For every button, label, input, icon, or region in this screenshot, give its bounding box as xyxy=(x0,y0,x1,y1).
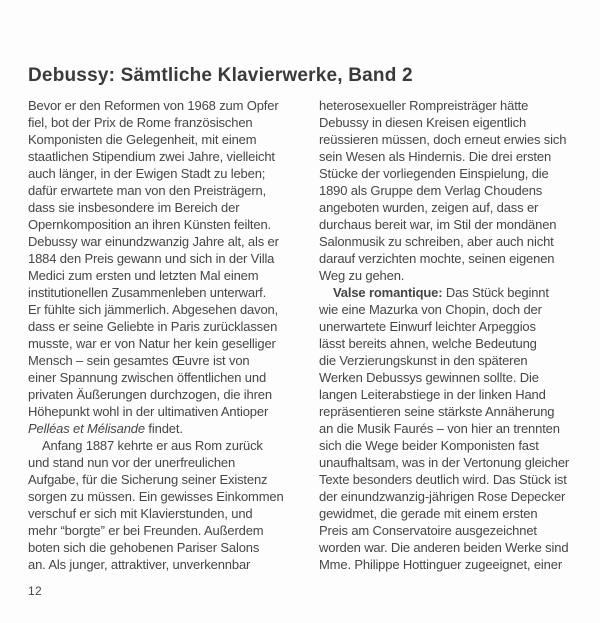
text-line xyxy=(28,369,293,386)
text-line xyxy=(28,454,293,471)
text-segment: dafür erwartete man von den Preisträgern, xyxy=(28,183,267,198)
text-segment: Valse romantique: xyxy=(333,285,443,300)
text-segment: Werken Debussys gewinnen sollte. Die xyxy=(319,370,539,385)
text-segment: heterosexueller Rompreisträger hätte xyxy=(319,98,529,113)
text-segment: Salonmusik zu schreiben, aber auch nicht xyxy=(319,234,554,249)
text-line xyxy=(319,437,584,454)
text-segment: langen Leiterabstiege in der linken Hand xyxy=(319,387,546,402)
text-line xyxy=(28,267,293,284)
text-segment: wie eine Mazurka von Chopin, doch der xyxy=(319,302,542,317)
text-segment: an. Als junger, attraktiver, unverkennbar xyxy=(28,557,251,572)
text-line xyxy=(28,352,293,369)
text-segment: Bevor er den Reformen von 1968 zum Opfer xyxy=(28,98,279,113)
text-line xyxy=(28,386,293,403)
text-line xyxy=(28,318,293,335)
text-segment: repräsentieren seine stärkste Annäherung xyxy=(319,404,555,419)
text-segment: dass sie insbesondere im Bereich der xyxy=(28,200,240,215)
text-line xyxy=(319,369,584,386)
text-segment: an die Musik Faurés – von hier an trennten xyxy=(319,421,560,436)
text-line xyxy=(319,318,584,335)
text-segment: durchaus bereit war, im Stil der mondänen xyxy=(319,217,557,232)
text-segment: Mensch – sein gesamtes Œuvre ist von xyxy=(28,353,250,368)
text-segment: Preis am Conservatoire ausgezeichnet xyxy=(319,523,537,538)
text-line xyxy=(319,148,584,165)
text-segment: Medici zum ersten und letzten Mal einem xyxy=(28,268,259,283)
text-line xyxy=(319,454,584,471)
text-segment: Pelléas et Mélisande xyxy=(28,421,145,436)
text-segment: unerwartete Einwurf leichter Arpeggios xyxy=(319,319,536,334)
text-segment: gewidmet, die gerade mit einem ersten xyxy=(319,506,538,521)
text-line xyxy=(28,420,293,437)
column-left xyxy=(28,97,293,573)
text-line xyxy=(28,97,293,114)
text-line xyxy=(28,539,293,556)
column-right xyxy=(319,97,584,573)
text-segment: Höhepunkt wohl in der ultimativen Antioper xyxy=(28,404,269,419)
text-segment: 1890 als Gruppe dem Verlag Choudens xyxy=(319,183,543,198)
text-segment: boten sich die gehobenen Pariser Salons xyxy=(28,540,260,555)
text-line xyxy=(319,97,584,114)
text-line xyxy=(28,437,293,454)
text-segment: Aufgabe, für die Sicherung seiner Existenz xyxy=(28,472,268,487)
text-line xyxy=(28,403,293,420)
text-line xyxy=(319,199,584,216)
text-segment: Debussy in diesen Kreisen eigentlich xyxy=(319,115,527,130)
text-segment: fiel, bot der Prix de Rome französischen xyxy=(28,115,253,130)
text-line xyxy=(28,216,293,233)
text-segment: musste, war er von Natur her kein geselliger xyxy=(28,336,276,351)
text-line xyxy=(28,522,293,539)
text-segment: Mme. Philippe Hottinguer zugeeignet, einer xyxy=(319,557,563,572)
text-line xyxy=(319,352,584,369)
text-line xyxy=(319,335,584,352)
text-line xyxy=(319,267,584,284)
text-segment: privaten Äußerungen durchzogen, die ihren xyxy=(28,387,272,402)
text-line xyxy=(28,165,293,182)
text-line xyxy=(319,488,584,505)
text-segment: Weg zu gehen. xyxy=(319,268,405,283)
text-segment: der einundzwanzig-jährigen Rose Depecker xyxy=(319,489,566,504)
page-title: Debussy: Sämtliche Klavierwerke, Band 2 xyxy=(28,64,413,86)
text-segment: angeboten wurden, zeigen auf, dass er xyxy=(319,200,539,215)
text-segment: darauf verzichten mochte, seinen eigenen xyxy=(319,251,555,266)
text-segment: verschuf er sich mit Klavierstunden, und xyxy=(28,506,253,521)
text-line xyxy=(319,505,584,522)
text-line xyxy=(28,505,293,522)
text-line xyxy=(28,182,293,199)
text-line xyxy=(319,471,584,488)
text-columns xyxy=(28,97,584,573)
text-segment: Komponisten die Gelegenheit, mit einem xyxy=(28,132,257,147)
text-segment: lässt bereits ahnen, welche Bedeutung xyxy=(319,336,537,351)
text-line xyxy=(319,165,584,182)
text-segment: die Verzierungskunst in den späteren xyxy=(319,353,528,368)
text-line xyxy=(28,250,293,267)
text-line xyxy=(28,335,293,352)
text-segment: unaufhaltsam, was in der Vertonung gleicher xyxy=(319,455,570,470)
text-segment: Texte besonders deutlich wird. Das Stück ist xyxy=(319,472,567,487)
text-segment: und stand nun vor der unerfreulichen xyxy=(28,455,236,470)
text-line xyxy=(319,233,584,250)
text-segment: mehr “borgte” er bei Freunden. Außerdem xyxy=(28,523,264,538)
text-segment: Debussy war einundzwanzig Jahre alt, als er xyxy=(28,234,279,249)
text-line xyxy=(319,114,584,131)
text-segment: einer Spannung zwischen öffentlichen und xyxy=(28,370,267,385)
text-line xyxy=(319,556,584,573)
text-line xyxy=(319,386,584,403)
text-line xyxy=(319,250,584,267)
text-line xyxy=(319,539,584,556)
text-line xyxy=(28,114,293,131)
text-segment: reüssieren müssen, doch erneut erwies sich xyxy=(319,132,567,147)
text-segment: 1884 den Preis gewann und sich in der Villa xyxy=(28,251,275,266)
text-segment: institutionellen Zusammenleben unterwarf. xyxy=(28,285,267,300)
text-segment: Er fühlte sich jämmerlich. Abgesehen davon, xyxy=(28,302,279,317)
text-line xyxy=(28,131,293,148)
text-line xyxy=(28,233,293,250)
text-segment: Anfang 1887 kehrte er aus Rom zurück xyxy=(42,438,263,453)
text-segment: Das Stück beginnt xyxy=(442,285,549,300)
text-segment: Stücke der vorliegenden Einspielung, die xyxy=(319,166,549,181)
text-line xyxy=(28,471,293,488)
text-segment: dass er seine Geliebte in Paris zurücklassen xyxy=(28,319,278,334)
text-segment: worden war. Die anderen beiden Werke sind xyxy=(319,540,569,555)
text-line xyxy=(319,182,584,199)
text-segment: staatlichen Stipendium zwei Jahre, vielleicht xyxy=(28,149,275,164)
text-line xyxy=(28,556,293,573)
text-segment: sich die Wege beider Komponisten fast xyxy=(319,438,539,453)
text-segment: Opernkomposition an ihren Künsten feilten. xyxy=(28,217,272,232)
text-line xyxy=(28,148,293,165)
text-line xyxy=(319,216,584,233)
page-number: 12 xyxy=(28,584,42,598)
text-line xyxy=(319,284,584,301)
text-segment: sein Wesen als Hindernis. Die drei ersten xyxy=(319,149,552,164)
text-line xyxy=(28,199,293,216)
text-segment: findet. xyxy=(144,421,183,436)
text-line xyxy=(319,403,584,420)
text-line xyxy=(28,488,293,505)
text-line xyxy=(28,284,293,301)
text-line xyxy=(319,301,584,318)
text-line xyxy=(319,420,584,437)
text-segment: sorgen zu müssen. Ein gewisses Einkommen xyxy=(28,489,284,504)
text-line xyxy=(28,301,293,318)
text-line xyxy=(319,522,584,539)
text-segment: auch länger, in der Ewigen Stadt zu leben; xyxy=(28,166,266,181)
text-line xyxy=(319,131,584,148)
